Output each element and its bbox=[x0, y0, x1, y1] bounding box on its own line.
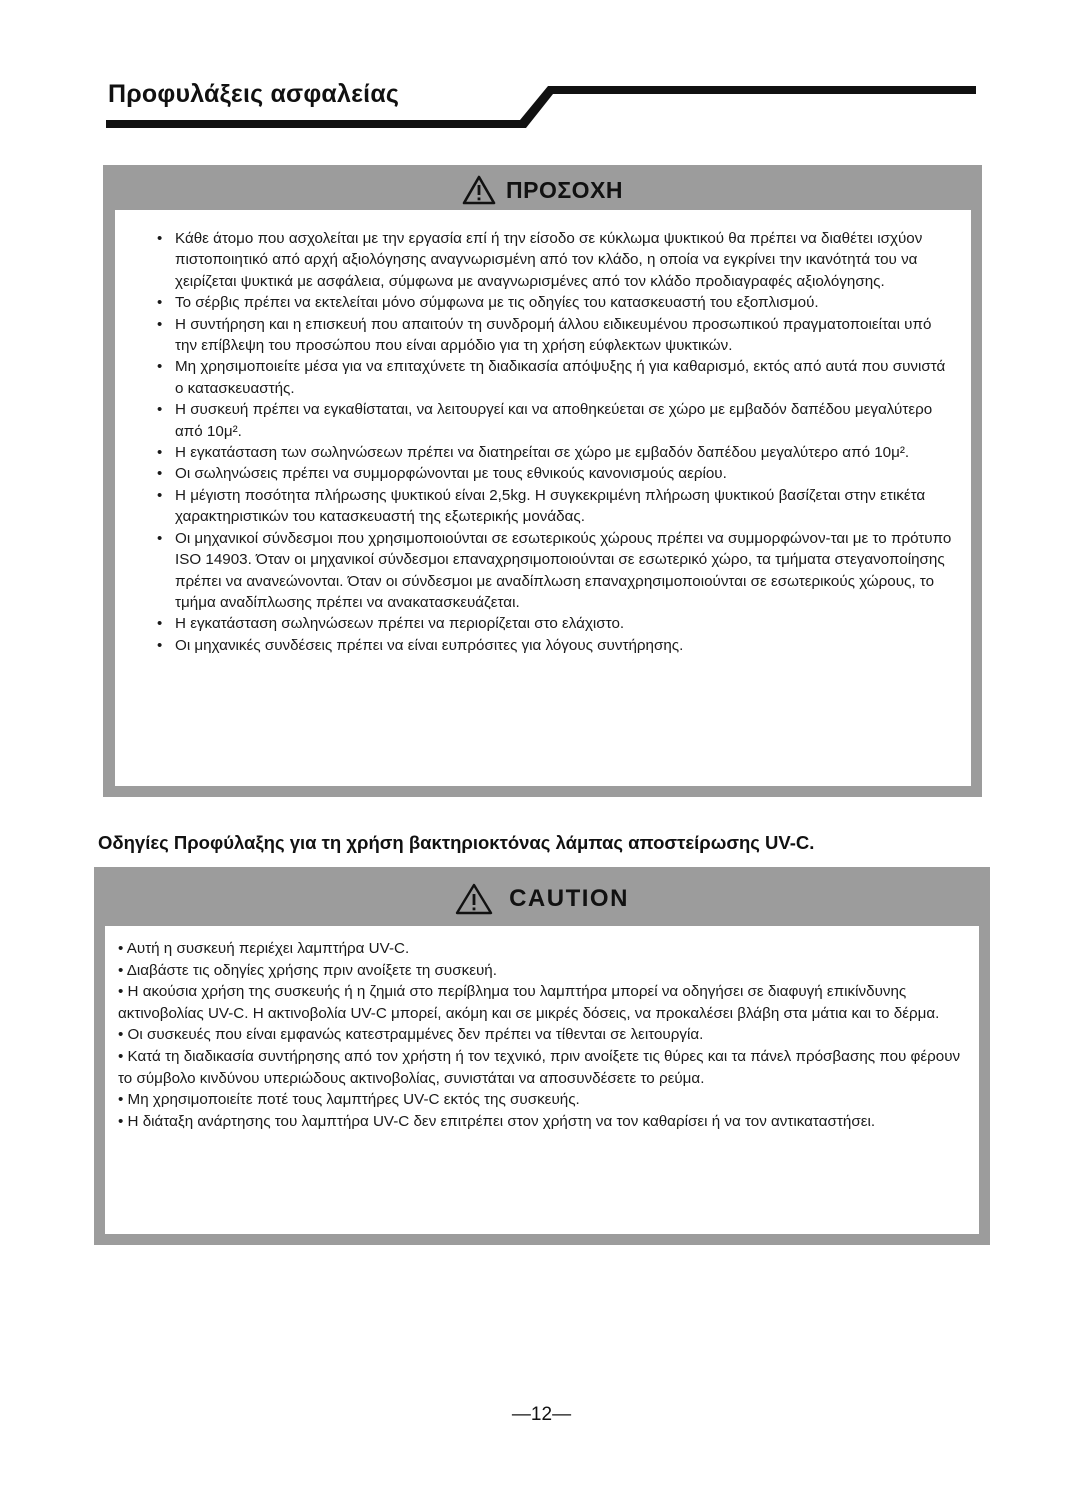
warning-triangle-icon bbox=[462, 175, 496, 205]
page-number-dash-right: — bbox=[552, 1404, 572, 1425]
caution-title-bar bbox=[103, 173, 982, 207]
caution-list-item: • Η εγκατάσταση των σωληνώσεων πρέπει να διατηρείται σε χώρο με εμβαδόν δαπέδου μεγαλύτερο από 10μ². bbox=[155, 442, 955, 463]
caution-list-item: • Οι σωληνώσεις πρέπει να συμμορφώνονται με τους εθνικούς κανονισμούς αερίου. bbox=[155, 463, 955, 484]
caution-list-item: • Μη χρησιμοποιείτε μέσα για να επιταχύνετε τη διαδικασία απόψυξης ή για καθαρισμό, εκτός από αυτά που συνιστά ο κατασκευαστής. bbox=[155, 356, 955, 399]
uv-heading: Οδηγίες Προφύλαξης για τη χρήση βακτηριοκτόνας λάμπας αποστείρωσης UV-C. bbox=[98, 832, 815, 853]
caution-list-item: • Η συντήρηση και η επισκευή που απαιτούν τη συνδρομή άλλου ειδικευμένου προσωπικού πραγματοποιείται υπό την επίβλεψη του προσώπου που είναι αρμόδιο για τη χρήση εύφλεκτων ψυκτικών. bbox=[155, 314, 955, 357]
uv-caution-list-item: • Αυτή η συσκευή περιέχει λαμπτήρα UV-C. bbox=[118, 940, 410, 957]
caution-list-item: • Η μέγιστη ποσότητα πλήρωσης ψυκτικού είναι 2,5kg. Η συγκεκριμένη πλήρωση ψυκτικού βασίζεται στην ετικέτα χαρακτηριστικών του κατασκευαστή της εξωτερικής μονάδας. bbox=[155, 485, 955, 528]
caution-list-item: • Οι μηχανικοί σύνδεσμοι που χρησιμοποιούνται σε εσωτερικούς χώρους πρέπει να συμμορφώνον-ται με το πρότυπο ISO 14903. Όταν οι μηχανικοί σύνδεσμοι επαναχρησιμοποιούνται σε εσωτερικό χώρο, τα τμήματα στεγανοποίησης πρέπει να ανανεώνονται. Όταν οι σύνδεσμοι με αναδίπλωση επαναχρησιμοποιούνται σε εσωτερικούς χώρους, το τμήμα αναδίπλωσης πρέπει να ανακατασκευάζεται. bbox=[155, 528, 955, 614]
page-number-dash-left: — bbox=[511, 1404, 531, 1425]
warning-triangle-icon bbox=[455, 883, 493, 915]
uv-caution-body bbox=[105, 926, 979, 1234]
page-number bbox=[0, 1404, 1083, 1426]
caution-list-item: • Η συσκευή πρέπει να εγκαθίσταται, να λειτουργεί και να αποθηκεύεται σε χώρο με εμβαδόν δαπέδου μεγαλύτερο από 10μ². bbox=[155, 399, 955, 442]
page-title: Προφυλάξεις ασφαλείας bbox=[108, 80, 400, 108]
caution-list-item: • Η εγκατάσταση σωληνώσεων πρέπει να περιορίζεται στο ελάχιστο. bbox=[155, 613, 955, 634]
uv-caution-list-item: • Η διάταξη ανάρτησης του λαμπτήρα UV-C δεν επιτρέπει στον χρήστη να τον καθαρίσει ή να τον αντικαταστήσει. bbox=[118, 1112, 876, 1130]
uv-caution-list-item: • Κατά τη διαδικασία συντήρησης από τον χρήστη ή τον τεχνικό, πριν ανοίξετε τις θύρες και τα πάνελ πρόσβασης που φέρουν το σύμβολο κινδύνου υπεριώδους ακτινοβολίας, συνιστάται να αποσυνδέσετε το ρεύμα. bbox=[118, 1047, 961, 1087]
caution-panel-uv bbox=[94, 867, 990, 1245]
uv-title-bar bbox=[94, 879, 990, 919]
caution-panel-greek bbox=[103, 165, 982, 797]
uv-caution-list-item: • Διαβάστε τις οδηγίες χρήσης πριν ανοίξετε τη συσκευή. bbox=[118, 961, 497, 979]
caution-list-item: • Οι μηχανικές συνδέσεις πρέπει να είναι ευπρόσιτες για λόγους συντήρησης. bbox=[155, 635, 955, 656]
caution-list bbox=[155, 228, 955, 656]
caution-list-item: • Το σέρβις πρέπει να εκτελείται μόνο σύμφωνα με τις οδηγίες του κατασκευαστή του εξοπλισμού. bbox=[155, 292, 955, 313]
header-rule bbox=[0, 0, 1083, 140]
page-number-value: 12 bbox=[530, 1404, 553, 1425]
uv-caution-list-item: • Η ακούσια χρήση της συσκευής ή η ζημιά στο περίβλημα του λαμπτήρα μπορεί να οδηγήσει σε διαφυγή επικίνδυνης ακτινοβολίας UV-C. Η ακτινοβολία UV-C μπορεί, ακόμη και σε μικρές δόσεις, να προκαλέσει βλάβη στα μάτια και το δέρμα. bbox=[118, 983, 940, 1022]
caution-body bbox=[115, 210, 971, 786]
uv-caution-list bbox=[118, 938, 968, 1132]
caution-list-item: • Κάθε άτομο που ασχολείται με την εργασία επί ή την είσοδο σε κύκλωμα ψυκτικού θα πρέπει να διαθέτει ισχύον πιστοποιητικό από αρχή αξιολόγησης αναγνωρισμένη από τον κλάδο, η οποία να εγκρίνει την ικανότητά του να χειρίζεται ψυκτικά με ασφάλεια, σύμφωνα με αναγνωρισμένες από τον κλάδο προδιαγραφές αξιολόγησης. bbox=[155, 228, 955, 292]
uv-caution-list-item: • Οι συσκευές που είναι εμφανώς κατεστραμμένες δεν πρέπει να τίθενται σε λειτουργία. bbox=[118, 1026, 704, 1044]
caution-title: ΠΡΟΣΟΧΗ bbox=[506, 176, 623, 203]
uv-caution-list-item: • Μη χρησιμοποιείτε ποτέ τους λαμπτήρες UV-C εκτός της συσκευής. bbox=[118, 1091, 580, 1109]
uv-caution-title: CAUTION bbox=[509, 885, 629, 912]
